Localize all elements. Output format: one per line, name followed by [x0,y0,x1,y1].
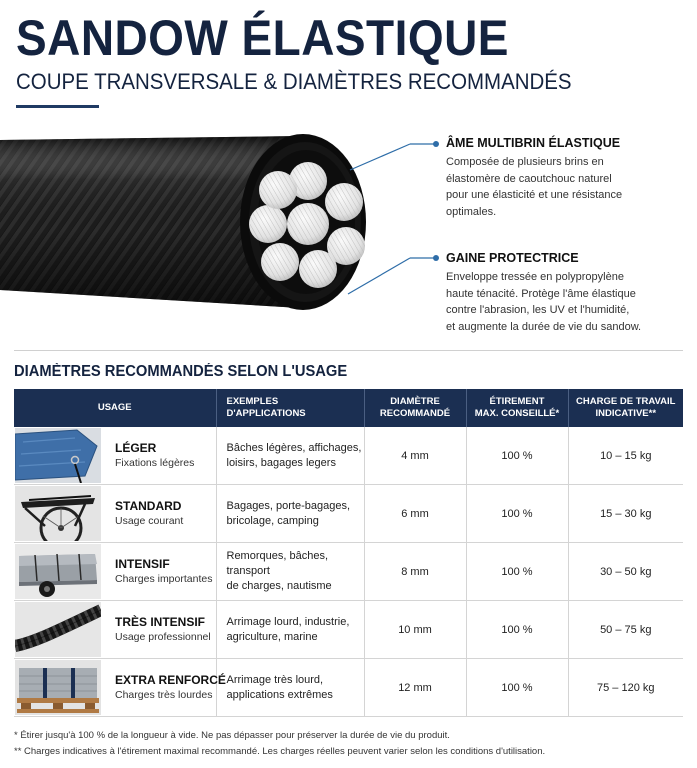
title-underline [16,105,99,108]
applications-cell: Arrimage lourd, industrie, agriculture, marine [216,601,364,659]
footnote-load: ** Charges indicatives à l'étirement maximal recommandé. Les charges réelles peuvent varier selon les conditions d'utilisation. [14,746,546,757]
table-header-row [14,389,683,427]
load-cell: 10 – 15 kg [568,427,683,485]
load-cell: 30 – 50 kg [568,543,683,601]
usage-description: Usage courant [115,515,184,528]
usage-cell [14,659,226,717]
page-title: SANDOW ÉLASTIQUE [16,10,509,66]
callout-leader-core [350,141,439,170]
callout-sheath-title: GAINE PROTECTRICE [446,251,579,265]
table-heading: DIAMÈTRES RECOMMANDÉS SELON L'USAGE [14,363,348,380]
section-divider [14,350,683,351]
diameter-cell: 10 mm [364,601,466,659]
stretch-cell: 100 % [466,543,568,601]
applications-cell: Remorques, bâches, transport de charges, nautisme [216,543,364,601]
tarp-icon [15,428,101,483]
header-diameter: DIAMÈTRE RECOMMANDÉ [364,389,466,427]
usage-description: Fixations légères [115,457,195,470]
usage-description: Usage professionnel [115,631,211,644]
header-applications: EXEMPLES D'APPLICATIONS [216,389,364,427]
callout-core-title: ÂME MULTIBRIN ÉLASTIQUE [446,136,621,150]
usage-cell [14,427,216,485]
callout-sheath-text: Enveloppe tressée en polypropylène haute ténacité. Protège l'âme élastique contre l'abrasion, les UV et l'humidité, et augmente la durée de vie du sandow. [446,271,642,333]
callout-core-text: Composée de plusieurs brins en élastomère de caoutchouc naturel pour une élasticité et une résistance optimales. [446,156,623,218]
diameter-cell: 12 mm [364,659,466,717]
callout-core [446,135,691,220]
cord-icon [15,602,101,657]
diameter-cell: 4 mm [364,427,466,485]
stretch-cell: 100 % [466,659,568,717]
usage-cell [14,543,216,601]
callout-sheath [446,250,691,335]
usage-description: Charges importantes [115,573,213,586]
usage-name: EXTRA RENFORCÉ [115,673,226,688]
header-usage: USAGE [14,389,216,427]
footnote-stretch: * Étirer jusqu'à 100 % de la longueur à vide. Ne pas dépasser pour préserver la durée de vie du produit. [14,730,450,741]
stretch-cell: 100 % [466,601,568,659]
table-row [14,543,683,601]
table-row [14,601,683,659]
usage-name: STANDARD [115,499,182,514]
callout-leader-sheath [348,255,439,294]
usage-name: TRÈS INTENSIF [115,615,206,630]
pallet-icon [15,660,101,715]
diameter-table [14,389,683,717]
usage-name: LÉGER [115,441,157,456]
stretch-cell: 100 % [466,485,568,543]
table-row [14,427,683,485]
usage-name: INTENSIF [115,557,170,572]
load-cell: 15 – 30 kg [568,485,683,543]
trailer-icon [15,544,101,599]
load-cell: 75 – 120 kg [568,659,683,717]
applications-cell: Arrimage très lourd, applications extrêmes [216,659,364,717]
applications-cell: Bagages, porte-bagages, bricolage, camping [216,485,364,543]
usage-cell [14,601,216,659]
page-subtitle: COUPE TRANSVERSALE & DIAMÈTRES RECOMMANDÉS [16,69,572,94]
diameter-cell: 8 mm [364,543,466,601]
table-row [14,485,683,543]
stretch-cell: 100 % [466,427,568,485]
applications-cell: Bâches légères, affichages, loisirs, bagages legers [216,427,364,485]
header-load: CHARGE DE TRAVAIL INDICATIVE** [568,389,683,427]
usage-description: Charges très lourdes [115,689,213,702]
bike-rack-icon [15,486,101,541]
usage-cell [14,485,216,543]
header-stretch: ÉTIREMENT MAX. CONSEILLÉ* [466,389,568,427]
diameter-cell: 6 mm [364,485,466,543]
load-cell: 50 – 75 kg [568,601,683,659]
table-row [14,659,683,717]
